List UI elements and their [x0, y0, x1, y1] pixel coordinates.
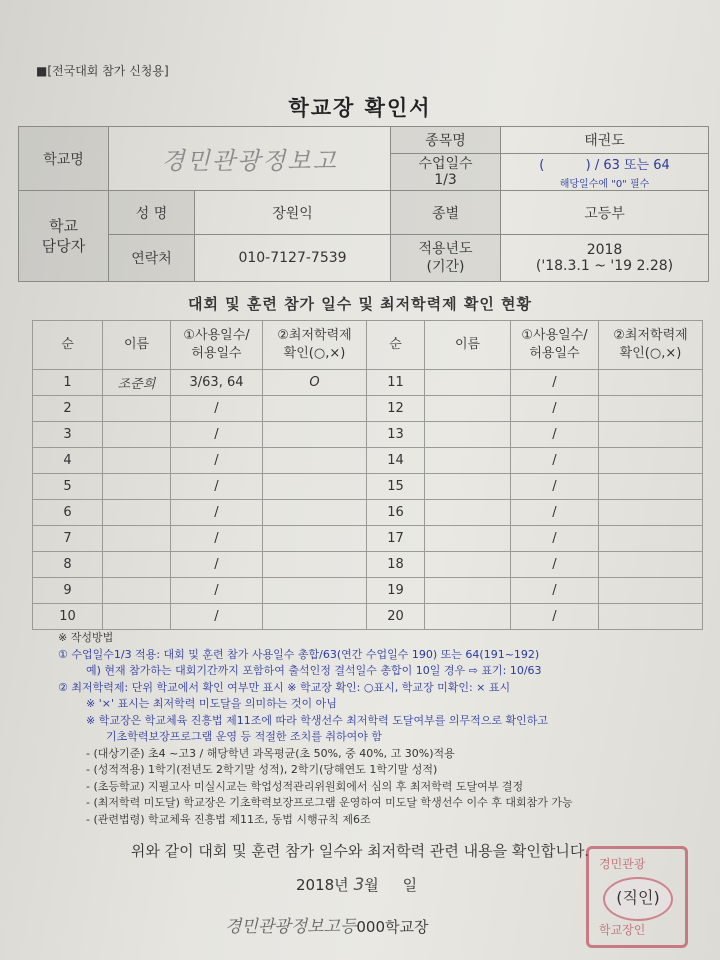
cell-days: /: [171, 500, 263, 526]
col-days-2: ①사용일수/ 허용일수: [511, 321, 599, 370]
cell-name: [425, 370, 511, 396]
school-name-label: 학교명: [19, 127, 109, 191]
cell-no: 10: [33, 604, 103, 630]
cell-days: /: [171, 578, 263, 604]
cell-name: [103, 552, 171, 578]
person-name-label: 성 명: [109, 191, 195, 235]
cell-check: [599, 422, 703, 448]
col-min: ②최저학력제 확인(○,×): [263, 321, 367, 370]
cell-days: /: [171, 422, 263, 448]
cell-days: /: [511, 500, 599, 526]
event-value: 태권도: [501, 127, 709, 154]
cell-days: /: [171, 448, 263, 474]
cell-name: [103, 500, 171, 526]
cell-name: 조준희: [103, 370, 171, 396]
cell-days: /: [511, 474, 599, 500]
cell-name: [103, 474, 171, 500]
cell-check: [599, 396, 703, 422]
note-7: - (초등학교) 지필고사 미실시교는 학업성적관리위원회에서 심의 후 최저학력 도달여부 결정: [86, 779, 524, 793]
cell-no: 3: [33, 422, 103, 448]
table-row: [33, 526, 703, 552]
confirmation-text: 위와 같이 대회 및 훈련 참가 일수와 최저학력 관련 내용을 확인합니다.: [130, 842, 590, 860]
cell-check: [599, 578, 703, 604]
cell-no: 11: [367, 370, 425, 396]
col-min-2: ②최저학력제 확인(○,×): [599, 321, 703, 370]
col-no: 순: [33, 321, 103, 370]
table-row: [33, 448, 703, 474]
seal-bottom-text: 학교장인: [599, 923, 646, 937]
manager-label: 학교 담당자: [19, 191, 109, 282]
col-name-2: 이름: [425, 321, 511, 370]
seal-label: (직인): [603, 877, 673, 921]
note-4b: 기초학력보장프로그램 운영 등 적절한 조치를 취하여야 함: [106, 730, 383, 743]
form-type-label: ■[전국대회 참가 신청용]: [36, 64, 169, 78]
note-9: - (관련법령) 학교체육 진흥법 제11조, 동법 시행규칙 제6조: [86, 812, 371, 826]
table-row: [33, 604, 703, 630]
class-days-label: 수업일수 1/3: [391, 154, 501, 191]
table-header-row: [33, 321, 703, 370]
cell-days: /: [511, 604, 599, 630]
event-label: 종목명: [391, 127, 501, 154]
cell-no: 14: [367, 448, 425, 474]
date-year: 2018년: [296, 876, 349, 894]
note-8: - (최저학력 미도달) 학교장은 기초학력보장프로그램 운영하여 미도달 학생선수 이수 후 대회참가 가능: [86, 796, 573, 809]
instructions: [58, 630, 698, 828]
cell-days: /: [511, 526, 599, 552]
cell-no: 6: [33, 500, 103, 526]
cell-days: /: [511, 552, 599, 578]
cell-no: 13: [367, 422, 425, 448]
note-1b: 예) 현재 참가하는 대회기간까지 포함하여 출석인정 결석일수 총합이 10일 경우 ⇨ 표기: 10/63: [86, 664, 542, 677]
cell-check: [263, 396, 367, 422]
class-days-value: ( ) / 63 또는 64: [539, 158, 670, 173]
cell-check: [263, 474, 367, 500]
cell-name: [103, 578, 171, 604]
signature-school: 경민관광정보고등: [225, 917, 357, 937]
note-4a: ※ 학교장은 학교체육 진흥법 제11조에 따라 학생선수 최저학력 도달여부를 의무적으로 확인하고: [86, 713, 548, 727]
cell-days: /: [171, 552, 263, 578]
cell-no: 4: [33, 448, 103, 474]
signature-suffix: 000학교장: [356, 918, 429, 936]
date-line: [296, 874, 417, 895]
note-6: - (성적적용) 1학기(전년도 2학기말 성적), 2학기(당해연도 1학기말 성적): [86, 763, 438, 776]
cell-check: [599, 370, 703, 396]
cell-no: 12: [367, 396, 425, 422]
cell-no: 18: [367, 552, 425, 578]
cell-no: 15: [367, 474, 425, 500]
cell-days: /: [511, 422, 599, 448]
person-name-value: 장원익: [195, 191, 391, 235]
cell-check: [263, 448, 367, 474]
cell-no: 16: [367, 500, 425, 526]
cell-name: [425, 604, 511, 630]
header-table: [18, 126, 709, 282]
cell-check: [263, 526, 367, 552]
cell-check: [263, 578, 367, 604]
cell-check: [599, 448, 703, 474]
cell-name: [103, 526, 171, 552]
cell-name: [103, 604, 171, 630]
document-title: 학교장 확인서: [288, 96, 432, 120]
year-period: ('18.3.1 ~ '19 2.28): [535, 258, 674, 274]
school-name-value: [109, 127, 391, 191]
cell-check: [599, 474, 703, 500]
cell-days: /: [511, 578, 599, 604]
year-cell: [501, 235, 709, 282]
table-row: [33, 552, 703, 578]
table-row: [33, 370, 703, 396]
cell-check: [263, 500, 367, 526]
cell-days: /: [511, 370, 599, 396]
cell-days: 3/63, 64: [171, 370, 263, 396]
participation-table: [32, 320, 703, 630]
note-1a: ① 수업일수1/3 적용: 대회 및 훈련 참가 사용일수 총합/63(연간 수업일수 190) 또는 64(191~192): [58, 647, 540, 661]
cell-name: [425, 552, 511, 578]
cell-no: 7: [33, 526, 103, 552]
cell-check: [263, 422, 367, 448]
contact-label: 연락처: [109, 235, 195, 282]
date-day-label: 일: [402, 876, 418, 894]
cell-check: [263, 552, 367, 578]
year-label: 적용년도 (기간): [391, 235, 501, 282]
contact-value: 010-7127-7539: [195, 235, 391, 282]
table-row: [33, 474, 703, 500]
cell-check: [599, 552, 703, 578]
class-days-cell: [501, 154, 709, 191]
cell-no: 2: [33, 396, 103, 422]
cell-check: [599, 604, 703, 630]
table-row: [33, 500, 703, 526]
cell-name: [425, 474, 511, 500]
table-row: [33, 422, 703, 448]
section-title: 대회 및 훈련 참가 일수 및 최저학력제 확인 현황: [187, 295, 533, 313]
note-5: - (대상기준) 초4 ~고3 / 해당학년 과목평균(초 50%, 중 40%, 고 30%)적용: [86, 746, 455, 760]
official-seal: [586, 846, 688, 948]
note-3: ※ '×' 표시는 최저학력 미도달을 의미하는 것이 아님: [86, 697, 337, 710]
cell-name: [103, 448, 171, 474]
cell-name: [425, 500, 511, 526]
year-value: 2018: [586, 242, 623, 258]
cell-name: [425, 526, 511, 552]
category-value: 고등부: [501, 191, 709, 235]
note-2: ② 최저학력제: 단위 학교에서 확인 여부만 표시 ※ 학교장 확인: ○표시, 학교장 미확인: × 표시: [58, 680, 511, 694]
signature-line: [225, 912, 429, 937]
category-label: 종별: [391, 191, 501, 235]
cell-days: /: [511, 396, 599, 422]
cell-no: 8: [33, 552, 103, 578]
cell-days: /: [171, 526, 263, 552]
cell-name: [103, 396, 171, 422]
cell-no: 9: [33, 578, 103, 604]
cell-no: 1: [33, 370, 103, 396]
cell-no: 5: [33, 474, 103, 500]
cell-check: O: [263, 370, 367, 396]
table-row: [33, 578, 703, 604]
class-days-note: 해당일수에 "0" 필수: [559, 179, 650, 190]
cell-no: 20: [367, 604, 425, 630]
cell-no: 17: [367, 526, 425, 552]
table-row: [33, 396, 703, 422]
cell-check: [599, 500, 703, 526]
cell-check: [599, 526, 703, 552]
col-name: 이름: [103, 321, 171, 370]
col-days: ①사용일수/ 허용일수: [171, 321, 263, 370]
date-month-label: 월: [364, 876, 379, 894]
date-month: 3: [353, 875, 365, 895]
cell-days: /: [171, 474, 263, 500]
cell-name: [103, 422, 171, 448]
col-no-2: 순: [367, 321, 425, 370]
cell-no: 19: [367, 578, 425, 604]
cell-name: [425, 396, 511, 422]
cell-name: [425, 578, 511, 604]
cell-name: [425, 448, 511, 474]
seal-top-text: 경민관광: [599, 857, 646, 871]
cell-name: [425, 422, 511, 448]
school-name-handwritten: 경민관광정보고: [161, 147, 338, 175]
cell-days: /: [511, 448, 599, 474]
notes-heading: ※ 작성방법: [58, 631, 114, 644]
cell-check: [263, 604, 367, 630]
cell-days: /: [171, 604, 263, 630]
cell-days: /: [171, 396, 263, 422]
